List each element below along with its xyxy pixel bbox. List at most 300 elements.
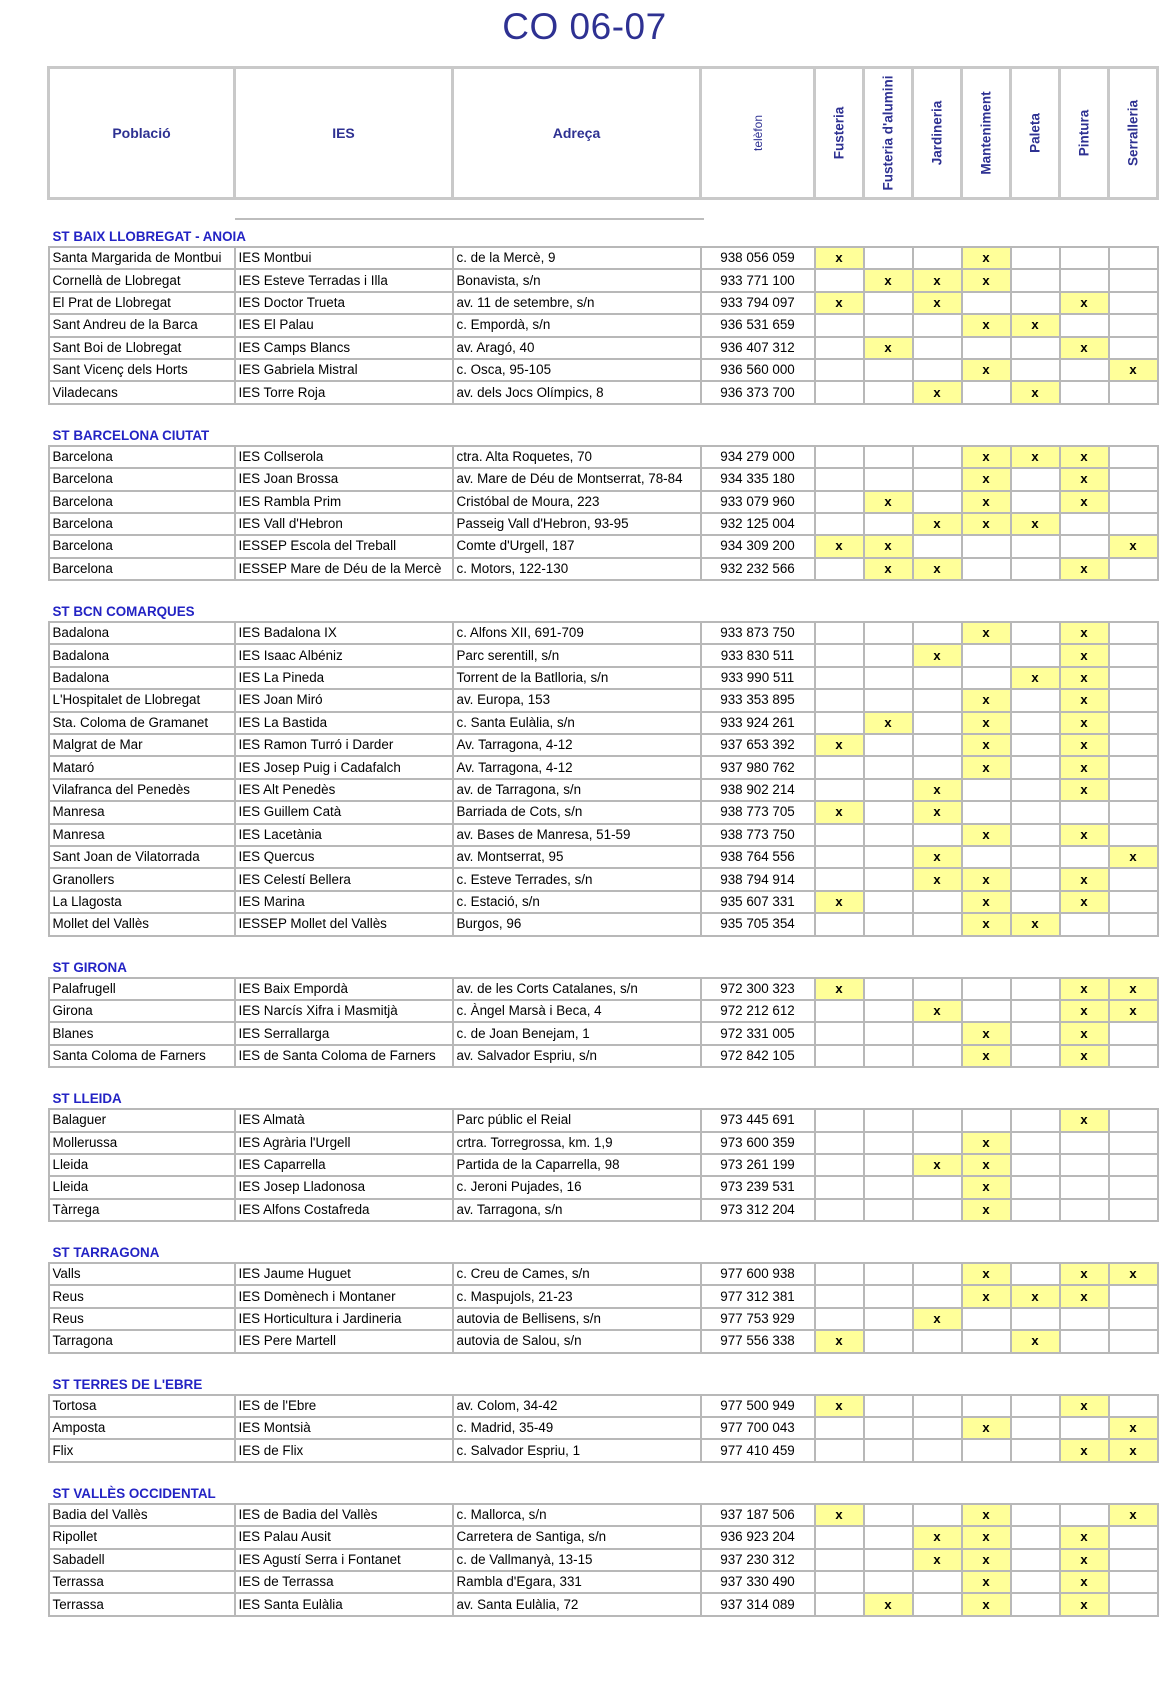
poblacio-cell: Granollers: [49, 868, 235, 890]
table-row: [49, 689, 1158, 711]
trade-mark-cell: x: [962, 756, 1011, 778]
trade-mark-cell: [1109, 689, 1158, 711]
trade-mark-cell: [913, 891, 962, 913]
header-adreca: Adreça: [453, 68, 701, 199]
trade-mark-cell: [864, 1526, 913, 1548]
header-paleta-label: Paleta: [1027, 113, 1043, 153]
trade-mark-cell: [962, 667, 1011, 689]
trade-mark-cell: [1011, 247, 1060, 269]
trade-mark-cell: x: [1060, 779, 1109, 801]
poblacio-cell: Tortosa: [49, 1395, 235, 1417]
trade-mark-cell: [815, 622, 864, 644]
trade-mark-cell: [1109, 1395, 1158, 1417]
trade-mark-cell: [1109, 1526, 1158, 1548]
adreca-cell: av. Bases de Manresa, 51-59: [453, 824, 701, 846]
trade-mark-cell: [864, 913, 913, 935]
table-row: [49, 1571, 1158, 1593]
trade-mark-cell: [1060, 1330, 1109, 1352]
table-row: [49, 359, 1158, 381]
trade-mark-cell: [1109, 558, 1158, 580]
ies-cell: IES Caparrella: [235, 1154, 453, 1176]
poblacio-cell: Reus: [49, 1308, 235, 1330]
adreca-cell: Torrent de la Batlloria, s/n: [453, 667, 701, 689]
trade-mark-cell: [864, 779, 913, 801]
trade-mark-cell: [1109, 381, 1158, 403]
section-title: ST VALLÈS OCCIDENTAL: [52, 1485, 216, 1501]
adreca-cell: Av. Tarragona, 4-12: [453, 756, 701, 778]
trade-mark-cell: [1109, 1330, 1158, 1352]
trade-mark-cell: x: [1060, 734, 1109, 756]
ies-cell: IES Horticultura i Jardineria: [235, 1308, 453, 1330]
trade-mark-cell: [1109, 1109, 1158, 1131]
telefon-cell: 937 330 490: [701, 1571, 815, 1593]
trade-mark-cell: [962, 1109, 1011, 1131]
adreca-cell: c. Mallorca, s/n: [453, 1504, 701, 1526]
ies-cell: IES Celestí Bellera: [235, 868, 453, 890]
table-row: [49, 1109, 1158, 1131]
telefon-cell: 937 230 312: [701, 1549, 815, 1571]
trade-mark-cell: x: [815, 891, 864, 913]
telefon-cell: 938 773 705: [701, 801, 815, 823]
telefon-cell: 932 125 004: [701, 513, 815, 535]
trade-mark-cell: x: [864, 1593, 913, 1615]
trade-mark-cell: x: [1109, 846, 1158, 868]
telefon-cell: 977 600 938: [701, 1263, 815, 1285]
trade-mark-cell: [913, 359, 962, 381]
trade-mark-cell: x: [1060, 978, 1109, 1000]
adreca-cell: c. Empordà, s/n: [453, 314, 701, 336]
trade-mark-cell: x: [962, 1199, 1011, 1221]
trade-mark-cell: [962, 1308, 1011, 1330]
trade-mark-cell: [864, 359, 913, 381]
poblacio-cell: Sant Vicenç dels Horts: [49, 359, 235, 381]
adreca-cell: c. de Vallmanyà, 13-15: [453, 1549, 701, 1571]
adreca-cell: Av. Tarragona, 4-12: [453, 734, 701, 756]
trade-mark-cell: [962, 337, 1011, 359]
trade-mark-cell: [1060, 247, 1109, 269]
table-row: [49, 712, 1158, 734]
ies-cell: IES Badalona IX: [235, 622, 453, 644]
trade-mark-cell: [1011, 801, 1060, 823]
header-telefon-label: telèfon: [750, 114, 765, 152]
trade-mark-cell: [962, 978, 1011, 1000]
table-row: [49, 1549, 1158, 1571]
trade-mark-cell: [864, 868, 913, 890]
trade-mark-cell: [1011, 292, 1060, 314]
poblacio-cell: Sant Andreu de la Barca: [49, 314, 235, 336]
trade-mark-cell: [864, 1000, 913, 1022]
trade-mark-cell: [913, 468, 962, 490]
trade-mark-cell: x: [962, 314, 1011, 336]
header-row: [49, 68, 1158, 199]
trade-mark-cell: [1011, 468, 1060, 490]
trade-mark-cell: x: [962, 359, 1011, 381]
ies-cell: IES Joan Miró: [235, 689, 453, 711]
trade-mark-cell: [913, 247, 962, 269]
trade-mark-cell: [1060, 513, 1109, 535]
trade-mark-cell: [1109, 292, 1158, 314]
trade-mark-cell: x: [962, 1571, 1011, 1593]
adreca-cell: c. Jeroni Pujades, 16: [453, 1176, 701, 1198]
trade-mark-cell: [913, 1263, 962, 1285]
trade-mark-cell: x: [1011, 381, 1060, 403]
table-row: [49, 1439, 1158, 1461]
ies-cell: IES El Palau: [235, 314, 453, 336]
header-serralleria: [1109, 68, 1158, 199]
section-row: [49, 199, 1158, 248]
ies-cell: IES Esteve Terradas i Illa: [235, 269, 453, 291]
adreca-cell: c. de Joan Benejam, 1: [453, 1022, 701, 1044]
trade-mark-cell: [1011, 1417, 1060, 1439]
poblacio-cell: Blanes: [49, 1022, 235, 1044]
trade-mark-cell: x: [962, 734, 1011, 756]
trade-mark-cell: x: [913, 1000, 962, 1022]
trade-mark-cell: [962, 1000, 1011, 1022]
trade-mark-cell: [962, 1395, 1011, 1417]
trade-mark-cell: [815, 846, 864, 868]
trade-mark-cell: x: [1060, 1395, 1109, 1417]
ies-cell: IES de Santa Coloma de Farners: [235, 1045, 453, 1067]
trade-mark-cell: x: [962, 689, 1011, 711]
trade-mark-cell: [1011, 734, 1060, 756]
trade-mark-cell: [1011, 491, 1060, 513]
trade-mark-cell: [1109, 1593, 1158, 1615]
adreca-cell: av. Montserrat, 95: [453, 846, 701, 868]
poblacio-cell: Badalona: [49, 644, 235, 666]
ies-cell: IES Camps Blancs: [235, 337, 453, 359]
trade-mark-cell: x: [913, 868, 962, 890]
trade-mark-cell: [815, 446, 864, 468]
trade-mark-cell: [913, 1109, 962, 1131]
trade-mark-cell: x: [913, 292, 962, 314]
table-row: [49, 846, 1158, 868]
trade-mark-cell: x: [1109, 1263, 1158, 1285]
telefon-cell: 933 873 750: [701, 622, 815, 644]
trade-mark-cell: [1011, 1593, 1060, 1615]
trade-mark-cell: [1011, 1571, 1060, 1593]
trade-mark-cell: [1011, 756, 1060, 778]
trade-mark-cell: [815, 1308, 864, 1330]
trade-mark-cell: [864, 1395, 913, 1417]
poblacio-cell: Barcelona: [49, 468, 235, 490]
trade-mark-cell: [864, 513, 913, 535]
telefon-cell: 936 560 000: [701, 359, 815, 381]
trade-mark-cell: x: [1060, 558, 1109, 580]
trade-mark-cell: [864, 1330, 913, 1352]
trade-mark-cell: [1060, 381, 1109, 403]
trade-mark-cell: x: [913, 846, 962, 868]
poblacio-cell: Barcelona: [49, 513, 235, 535]
table-row: [49, 801, 1158, 823]
trade-mark-cell: x: [913, 269, 962, 291]
poblacio-cell: Lleida: [49, 1176, 235, 1198]
trade-mark-cell: [815, 756, 864, 778]
trade-mark-cell: x: [962, 622, 1011, 644]
ies-cell: IES Torre Roja: [235, 381, 453, 403]
adreca-cell: Barriada de Cots, s/n: [453, 801, 701, 823]
poblacio-cell: Sant Boi de Llobregat: [49, 337, 235, 359]
trade-mark-cell: [962, 381, 1011, 403]
trade-mark-cell: x: [1109, 1000, 1158, 1022]
table-row: [49, 1132, 1158, 1154]
trade-mark-cell: [913, 1132, 962, 1154]
adreca-cell: Bonavista, s/n: [453, 269, 701, 291]
trade-mark-cell: [913, 446, 962, 468]
trade-mark-cell: [913, 491, 962, 513]
trade-mark-cell: [1011, 1263, 1060, 1285]
table-row: [49, 1395, 1158, 1417]
adreca-cell: av. de Tarragona, s/n: [453, 779, 701, 801]
trade-mark-cell: x: [913, 381, 962, 403]
telefon-cell: 973 312 204: [701, 1199, 815, 1221]
ies-cell: IES Montsià: [235, 1417, 453, 1439]
trade-mark-cell: [1011, 1439, 1060, 1461]
trade-mark-cell: [815, 1132, 864, 1154]
trade-mark-cell: x: [962, 1526, 1011, 1548]
poblacio-cell: L'Hospitalet de Llobregat: [49, 689, 235, 711]
trade-mark-cell: [1011, 1109, 1060, 1131]
trade-mark-cell: [962, 846, 1011, 868]
adreca-cell: av. Europa, 153: [453, 689, 701, 711]
trade-mark-cell: [864, 1549, 913, 1571]
header-divider: [235, 218, 704, 220]
table-row: [49, 269, 1158, 291]
trade-mark-cell: x: [1109, 1417, 1158, 1439]
telefon-cell: 972 842 105: [701, 1045, 815, 1067]
trade-mark-cell: [1109, 756, 1158, 778]
header-ies: IES: [235, 68, 453, 199]
telefon-cell: 938 773 750: [701, 824, 815, 846]
telefon-cell: 938 056 059: [701, 247, 815, 269]
trade-mark-cell: x: [1060, 1045, 1109, 1067]
adreca-cell: c. Creu de Cames, s/n: [453, 1263, 701, 1285]
trade-mark-cell: [1011, 1504, 1060, 1526]
trade-mark-cell: [1011, 1526, 1060, 1548]
trade-mark-cell: x: [1060, 667, 1109, 689]
trade-mark-cell: [1109, 446, 1158, 468]
table-row: [49, 1045, 1158, 1067]
poblacio-cell: Mollet del Vallès: [49, 913, 235, 935]
poblacio-cell: Santa Coloma de Farners: [49, 1045, 235, 1067]
trade-mark-cell: [1109, 644, 1158, 666]
trade-mark-cell: [962, 644, 1011, 666]
trade-mark-cell: [962, 1439, 1011, 1461]
poblacio-cell: Badalona: [49, 667, 235, 689]
trade-mark-cell: [1011, 891, 1060, 913]
trade-mark-cell: [1060, 1504, 1109, 1526]
trade-mark-cell: [815, 868, 864, 890]
trade-mark-cell: x: [1011, 913, 1060, 935]
trade-mark-cell: [913, 667, 962, 689]
trade-mark-cell: x: [962, 446, 1011, 468]
table-row: [49, 314, 1158, 336]
trade-mark-cell: x: [913, 1549, 962, 1571]
telefon-cell: 937 187 506: [701, 1504, 815, 1526]
poblacio-cell: Barcelona: [49, 491, 235, 513]
trade-mark-cell: x: [1060, 337, 1109, 359]
trade-mark-cell: x: [962, 247, 1011, 269]
trade-mark-cell: [864, 314, 913, 336]
ies-cell: IES Montbui: [235, 247, 453, 269]
trade-mark-cell: x: [962, 1549, 1011, 1571]
poblacio-cell: Vilafranca del Penedès: [49, 779, 235, 801]
telefon-cell: 933 924 261: [701, 712, 815, 734]
trade-mark-cell: [864, 1308, 913, 1330]
table-row: [49, 1154, 1158, 1176]
section-row: [49, 936, 1158, 978]
trade-mark-cell: [815, 1593, 864, 1615]
table-row: [49, 446, 1158, 468]
adreca-cell: c. Estació, s/n: [453, 891, 701, 913]
trade-mark-cell: x: [1011, 446, 1060, 468]
poblacio-cell: Barcelona: [49, 558, 235, 580]
trade-mark-cell: [913, 824, 962, 846]
telefon-cell: 937 314 089: [701, 1593, 815, 1615]
trade-mark-cell: [1060, 1154, 1109, 1176]
trade-mark-cell: [1060, 846, 1109, 868]
telefon-cell: 977 753 929: [701, 1308, 815, 1330]
ies-cell: IESSEP Escola del Treball: [235, 535, 453, 557]
telefon-cell: 936 407 312: [701, 337, 815, 359]
trade-mark-cell: [815, 1045, 864, 1067]
poblacio-cell: Malgrat de Mar: [49, 734, 235, 756]
trade-mark-cell: [913, 734, 962, 756]
section-title: ST LLEIDA: [52, 1091, 122, 1107]
trade-mark-cell: [1109, 913, 1158, 935]
ies-cell: IES Collserola: [235, 446, 453, 468]
adreca-cell: av. Mare de Déu de Montserrat, 78-84: [453, 468, 701, 490]
poblacio-cell: Manresa: [49, 801, 235, 823]
trade-mark-cell: x: [962, 1263, 1011, 1285]
trade-mark-cell: x: [1060, 1439, 1109, 1461]
table-row: [49, 1176, 1158, 1198]
telefon-cell: 973 445 691: [701, 1109, 815, 1131]
trade-mark-cell: x: [864, 337, 913, 359]
trade-mark-cell: [913, 622, 962, 644]
trade-mark-cell: [1060, 1176, 1109, 1198]
trade-mark-cell: [864, 734, 913, 756]
ies-cell: IES Alfons Costafreda: [235, 1199, 453, 1221]
adreca-cell: autovia de Bellisens, s/n: [453, 1308, 701, 1330]
adreca-cell: ctra. Alta Roquetes, 70: [453, 446, 701, 468]
adreca-cell: av. Colom, 34-42: [453, 1395, 701, 1417]
trade-mark-cell: [1060, 801, 1109, 823]
poblacio-cell: Viladecans: [49, 381, 235, 403]
ies-cell: IES Pere Martell: [235, 1330, 453, 1352]
trade-mark-cell: x: [962, 1045, 1011, 1067]
ies-cell: IES Doctor Trueta: [235, 292, 453, 314]
trade-mark-cell: [962, 801, 1011, 823]
trade-mark-cell: [815, 359, 864, 381]
table-row: [49, 622, 1158, 644]
trade-mark-cell: x: [962, 1504, 1011, 1526]
table-row: [49, 1263, 1158, 1285]
trade-mark-cell: [1060, 1132, 1109, 1154]
poblacio-cell: Lleida: [49, 1154, 235, 1176]
table-row: [49, 1022, 1158, 1044]
trade-mark-cell: x: [1060, 1526, 1109, 1548]
adreca-cell: c. Motors, 122-130: [453, 558, 701, 580]
trade-mark-cell: [1109, 622, 1158, 644]
ies-cell: IES Domènech i Montaner: [235, 1285, 453, 1307]
table-row: [49, 644, 1158, 666]
trade-mark-cell: [1011, 712, 1060, 734]
trade-mark-cell: x: [913, 644, 962, 666]
trade-mark-cell: x: [913, 1526, 962, 1548]
adreca-cell: c. de la Mercè, 9: [453, 247, 701, 269]
trade-mark-cell: x: [913, 1308, 962, 1330]
trade-mark-cell: [1011, 1022, 1060, 1044]
trade-mark-cell: [1011, 359, 1060, 381]
trade-mark-cell: [864, 1263, 913, 1285]
telefon-cell: 935 705 354: [701, 913, 815, 935]
trade-mark-cell: x: [815, 292, 864, 314]
trade-mark-cell: [1109, 734, 1158, 756]
telefon-cell: 977 556 338: [701, 1330, 815, 1352]
trade-mark-cell: [815, 1439, 864, 1461]
ies-cell: IES Ramon Turró i Darder: [235, 734, 453, 756]
trade-mark-cell: x: [913, 513, 962, 535]
poblacio-cell: Badia del Vallès: [49, 1504, 235, 1526]
trade-mark-cell: [913, 535, 962, 557]
section-row: [49, 580, 1158, 622]
trade-mark-cell: x: [1109, 1439, 1158, 1461]
telefon-cell: 936 373 700: [701, 381, 815, 403]
trade-mark-cell: [815, 1154, 864, 1176]
trade-mark-cell: x: [1060, 446, 1109, 468]
trade-mark-cell: [864, 667, 913, 689]
poblacio-cell: Sabadell: [49, 1549, 235, 1571]
trade-mark-cell: [913, 1176, 962, 1198]
trade-mark-cell: x: [962, 1132, 1011, 1154]
trade-mark-cell: [815, 513, 864, 535]
adreca-cell: c. Maspujols, 21-23: [453, 1285, 701, 1307]
trade-mark-cell: x: [1060, 1571, 1109, 1593]
trade-mark-cell: [815, 314, 864, 336]
trade-mark-cell: [1011, 535, 1060, 557]
section-row: [49, 1067, 1158, 1109]
ies-cell: IES Alt Penedès: [235, 779, 453, 801]
poblacio-cell: Valls: [49, 1263, 235, 1285]
trade-mark-cell: [1011, 846, 1060, 868]
trade-mark-cell: [815, 1417, 864, 1439]
trade-mark-cell: x: [962, 712, 1011, 734]
trade-mark-cell: x: [1011, 667, 1060, 689]
ies-cell: IES de Badia del Vallès: [235, 1504, 453, 1526]
ies-cell: IES Agustí Serra i Fontanet: [235, 1549, 453, 1571]
trade-mark-cell: [1060, 359, 1109, 381]
trade-mark-cell: x: [962, 891, 1011, 913]
ies-cell: IES Serrallarga: [235, 1022, 453, 1044]
trade-mark-cell: x: [1109, 535, 1158, 557]
table-row: [49, 1199, 1158, 1221]
trade-mark-cell: x: [864, 491, 913, 513]
trade-mark-cell: x: [1060, 1549, 1109, 1571]
adreca-cell: c. Esteve Terrades, s/n: [453, 868, 701, 890]
page-title: CO 06-07: [502, 6, 667, 47]
trade-mark-cell: [1011, 622, 1060, 644]
ies-cell: IES Jaume Huguet: [235, 1263, 453, 1285]
poblacio-cell: Mollerussa: [49, 1132, 235, 1154]
ies-cell: IES Rambla Prim: [235, 491, 453, 513]
table-row: [49, 913, 1158, 935]
trade-mark-cell: [864, 468, 913, 490]
section-row: [49, 1353, 1158, 1395]
trade-mark-cell: [815, 1199, 864, 1221]
trade-mark-cell: [815, 712, 864, 734]
trade-mark-cell: x: [962, 513, 1011, 535]
table-row: [49, 1285, 1158, 1307]
